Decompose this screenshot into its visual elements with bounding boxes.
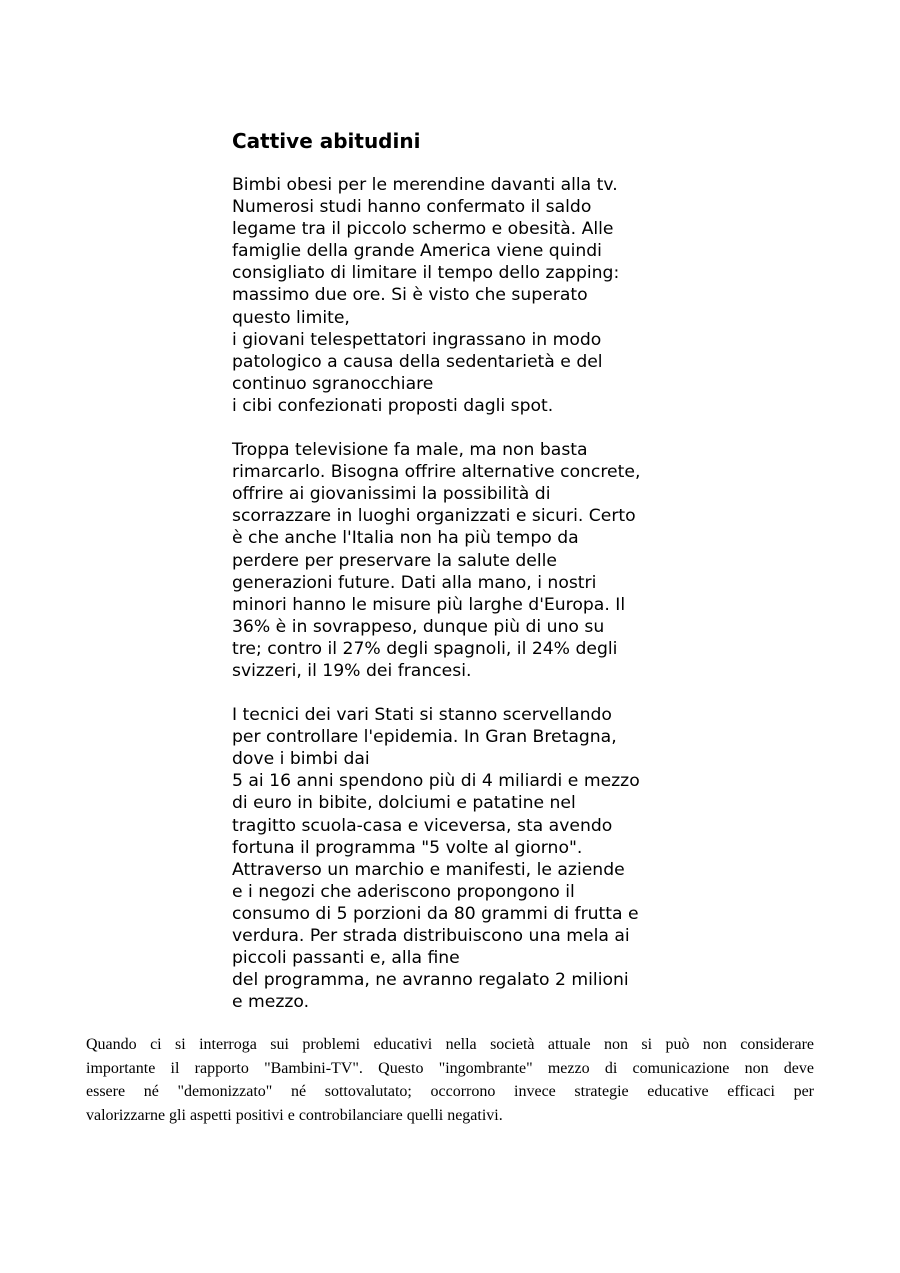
note-line: essere né "demonizzato" né sottovalutato; occorrono invece strategie educative efficaci per [86, 1083, 814, 1100]
text-line: i giovani telespettatori ingrassano in modo [232, 329, 602, 350]
text-line: scorrazzare in luoghi organizzati e sicuri. Certo [232, 506, 636, 527]
text-line: i cibi confezionati proposti dagli spot. [232, 395, 554, 416]
text-line: rimarcarlo. Bisogna offrire alternative concrete, [232, 462, 641, 483]
text-line: Troppa televisione fa male, ma non basta [232, 440, 588, 461]
note-line: valorizzarne gli aspetti positivi e controbilanciare quelli negativi. [86, 1106, 503, 1124]
text-line: Bimbi obesi per le merendine davanti alla tv. [232, 175, 618, 195]
text-line: è che anche l'Italia non ha più tempo da [232, 528, 579, 549]
text-line: offrire ai giovanissimi la possibilità di [232, 484, 551, 505]
text-line: massimo due ore. Si è visto che superato [232, 285, 588, 306]
text-line: perdere per preservare la salute delle [232, 550, 557, 571]
text-line: verdura. Per strada distribuiscono una mela ai [232, 926, 630, 946]
text-line: patologico a causa della sedentarietà e del [232, 351, 603, 372]
text-line: e mezzo. [232, 992, 310, 1013]
text-line: piccoli passanti e, alla fine [232, 948, 460, 969]
text-line: 36% è in sovrappeso, dunque più di uno su [232, 616, 605, 637]
text-line: questo limite, [232, 307, 350, 328]
text-line: consumo di 5 porzioni da 80 grammi di frutta e [232, 903, 639, 924]
text-line: per controllare l'epidemia. In Gran Bretagna, [232, 727, 617, 748]
article-title: Cattive abitudini [232, 129, 421, 153]
article-paragraph-1 [232, 174, 682, 417]
text-line: minori hanno le misure più larghe d'Europa. Il [232, 594, 626, 615]
text-line: generazioni future. Dati alla mano, i nostri [232, 572, 597, 593]
text-line: 5 ai 16 anni spendono più di 4 miliardi e mezzo [232, 771, 640, 792]
text-line: Attraverso un marchio e manifesti, le aziende [232, 859, 625, 880]
article-paragraph-3 [232, 704, 682, 1013]
text-line: tre; contro il 27% degli spagnoli, il 24% degli [232, 638, 618, 659]
closing-note-paragraph [86, 1033, 814, 1127]
note-line: importante il rapporto "Bambini-TV". Questo "ingombrante" mezzo di comunicazione non deve [86, 1059, 814, 1077]
article [232, 128, 682, 1035]
text-line: I tecnici dei vari Stati si stanno scervellando [232, 705, 612, 726]
text-line: fortuna il programma "5 volte al giorno". [232, 837, 583, 858]
text-line: famiglie della grande America viene quindi [232, 241, 602, 262]
text-line: consigliato di limitare il tempo dello zapping: [232, 263, 620, 284]
text-line: continuo sgranocchiare [232, 373, 434, 394]
text-line: Numerosi studi hanno confermato il saldo [232, 197, 592, 218]
text-line: tragitto scuola-casa e viceversa, sta avendo [232, 815, 613, 836]
text-line: legame tra il piccolo schermo e obesità. Alle [232, 219, 614, 240]
text-line: svizzeri, il 19% dei francesi. [232, 660, 472, 681]
article-paragraph-2 [232, 439, 682, 682]
text-line: del programma, ne avranno regalato 2 milioni [232, 970, 629, 991]
text-line: e i negozi che aderiscono propongono il [232, 881, 575, 902]
note-line: Quando ci si interroga sui problemi educativi nella società attuale non si può non considerare [86, 1036, 814, 1053]
text-line: di euro in bibite, dolciumi e patatine nel [232, 793, 576, 814]
text-line: dove i bimbi dai [232, 749, 370, 770]
